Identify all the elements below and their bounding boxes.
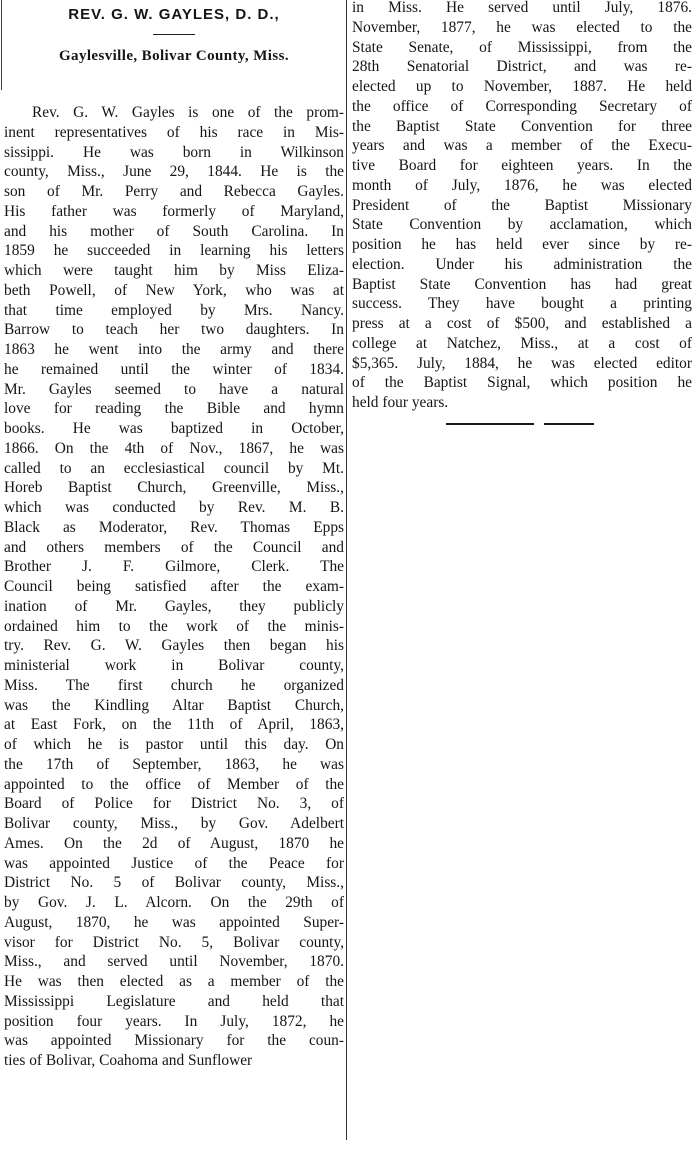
text-line: President of the Baptist Missionary <box>352 196 692 214</box>
text-line: ties of Bolivar, Coahoma and Sunflower <box>4 1052 253 1069</box>
text-line: State Senate, of Mississippi, from the <box>352 38 692 56</box>
text-line: August, 1870, he was appointed Super- <box>4 913 344 931</box>
text-line: of which he is pastor until this day. On <box>4 736 344 753</box>
text-line: ordained him to the work of the minis- <box>4 617 344 635</box>
end-of-article-rules <box>352 417 692 437</box>
left-column <box>4 0 344 1071</box>
text-line: and others members of the Council and <box>4 538 344 556</box>
left-border-rule <box>1 0 2 90</box>
text-line: elected up to November, 1887. He held <box>352 78 692 95</box>
text-line: which were taught him by Miss Eliza- <box>4 262 344 279</box>
text-line: at East Fork, on the 11th of April, 1863, <box>4 716 344 734</box>
text-line: years and was a member of the Execu- <box>352 137 692 155</box>
text-line: son of Mr. Perry and Rebecca Gayles. <box>4 183 344 200</box>
text-line: try. Rev. G. W. Gayles then began his <box>4 637 344 655</box>
text-line: 1866. On the 4th of Nov., 1867, he was <box>4 439 344 457</box>
text-line: the office of Corresponding Secretary of <box>352 97 692 115</box>
text-line: was the Kindling Altar Baptist Church, <box>4 696 344 714</box>
text-line: Horeb Baptist Church, Greenville, Miss., <box>4 479 344 497</box>
text-line: $5,365. July, 1884, he was elected editor <box>352 354 692 372</box>
text-line: held four years. <box>352 394 449 411</box>
column-divider-rule <box>346 0 347 1140</box>
text-line: was appointed Justice of the Peace for <box>4 854 344 872</box>
text-line: November, 1877, he was elected to the <box>352 18 692 36</box>
text-line: State Convention by acclamation, which <box>352 216 692 234</box>
text-line: Council being satisfied after the exam- <box>4 578 344 595</box>
headline-rule <box>153 34 195 35</box>
article-body-right <box>352 0 692 413</box>
text-line: Barrow to teach her two daughters. In <box>4 321 344 339</box>
text-line: position four years. In July, 1872, he <box>4 1012 344 1030</box>
text-line: His father was formerly of Maryland, <box>4 202 344 220</box>
text-line: in Miss. He served until July, 1876. <box>352 0 692 16</box>
text-line: sissippi. He was born in Wilkinson <box>4 143 344 161</box>
text-line: Black as Moderator, Rev. Thomas Epps <box>4 518 344 536</box>
text-line: by Gov. J. L. Alcorn. On the 29th of <box>4 894 344 911</box>
text-line: inent representatives of his race in Mis- <box>4 123 344 141</box>
text-line: 1863 he went into the army and there <box>4 341 344 358</box>
text-line: which was conducted by Rev. M. B. <box>4 499 344 516</box>
text-line: Brother J. F. Gilmore, Clerk. The <box>4 558 344 576</box>
text-line: 28th Senatorial District, and was re- <box>352 58 692 76</box>
text-line: books. He was baptized in October, <box>4 420 344 437</box>
text-line: appointed to the office of Member of the <box>4 775 344 793</box>
text-line: Ames. On the 2d of August, 1870 he <box>4 834 344 852</box>
text-line: press at a cost of $500, and established a <box>352 315 692 332</box>
article-dateline: Gaylesville, Bolivar County, Miss. <box>58 48 289 64</box>
text-line: county, Miss., June 29, 1844. He is the <box>4 163 344 181</box>
text-line: position he has held ever since by re- <box>352 236 692 253</box>
text-line: visor for District No. 5, Bolivar county, <box>4 933 344 951</box>
text-line: He was then elected as a member of the <box>4 973 344 990</box>
text-line: college at Natchez, Miss., at a cost of <box>352 334 692 352</box>
text-line: Rev. G. W. Gayles is one of the prom- <box>32 104 344 121</box>
end-rule-long <box>446 423 534 425</box>
text-line: ministerial work in Bolivar county, <box>4 657 344 674</box>
text-line: District No. 5 of Bolivar county, Miss., <box>4 874 344 892</box>
text-line: the 17th of September, 1863, he was <box>4 755 344 773</box>
text-line: election. Under his administration the <box>352 255 692 273</box>
text-line: that time employed by Mrs. Nancy. <box>4 301 344 319</box>
text-line: ination of Mr. Gayles, they publicly <box>4 597 344 615</box>
right-column <box>352 0 692 437</box>
text-line: month of July, 1876, he was elected <box>352 176 692 194</box>
article-headline: REV. G. W. GAYLES, D. D., <box>68 6 280 23</box>
end-rule-short <box>544 423 594 425</box>
text-line: Board of Police for District No. 3, of <box>4 795 344 813</box>
text-line: and his mother of South Carolina. In <box>4 222 344 240</box>
text-line: tive Board for eighteen years. In the <box>352 157 692 174</box>
text-line: was appointed Missionary for the coun- <box>4 1032 344 1050</box>
text-line: Mr. Gayles seemed to have a natural <box>4 380 344 398</box>
text-line: beth Powell, of New York, who was at <box>4 281 344 299</box>
article-body-left <box>4 103 344 1071</box>
text-line: Miss. The first church he organized <box>4 676 344 694</box>
text-line: of the Baptist Signal, which position he <box>352 374 692 392</box>
text-line: Mississippi Legislature and held that <box>4 992 344 1010</box>
text-line: Miss., and served until November, 1870. <box>4 953 344 971</box>
text-line: the Baptist State Convention for three <box>352 117 692 135</box>
text-line: 1859 he succeeded in learning his letters <box>4 242 344 260</box>
text-line: success. They have bought a printing <box>352 295 692 313</box>
text-line: love for reading the Bible and hymn <box>4 400 344 418</box>
text-line: he remained until the winter of 1834. <box>4 360 344 378</box>
text-line: called to an ecclesiastical council by Mt. <box>4 459 344 477</box>
text-line: Bolivar county, Miss., by Gov. Adelbert <box>4 815 344 832</box>
text-line: Baptist State Convention has had great <box>352 275 692 293</box>
